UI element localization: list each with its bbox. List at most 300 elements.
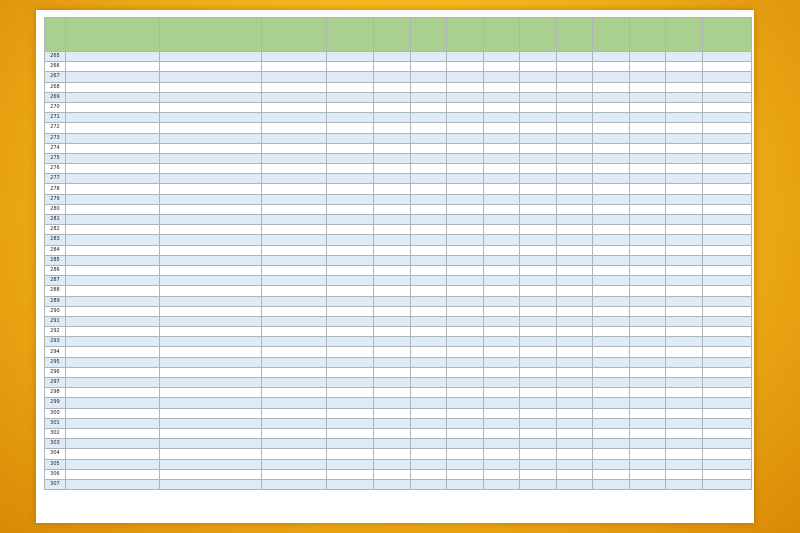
member-name-cell <box>65 439 159 449</box>
quantity-cell <box>629 439 665 449</box>
department-cell <box>159 439 261 449</box>
quantity-cell <box>556 378 592 388</box>
quantity-cell <box>556 235 592 245</box>
graduation-year-cell <box>261 72 326 82</box>
quantity-cell <box>520 388 556 398</box>
department-cell <box>159 235 261 245</box>
quantity-cell <box>374 479 410 489</box>
graduation-year-cell <box>261 52 326 62</box>
quantity-cell <box>410 235 446 245</box>
quantity-cell <box>593 276 629 286</box>
quantity-cell <box>556 398 592 408</box>
quantity-cell <box>556 123 592 133</box>
membership-type-cell <box>326 327 374 337</box>
table-row <box>45 398 752 408</box>
quantity-cell <box>410 388 446 398</box>
quantity-cell <box>483 153 519 163</box>
table-row <box>45 276 752 286</box>
quantity-cell <box>483 408 519 418</box>
quantity-cell <box>374 72 410 82</box>
graduation-year-cell <box>261 388 326 398</box>
row-number-cell: 295 <box>45 357 66 367</box>
column-header <box>261 18 326 52</box>
quantity-cell <box>520 398 556 408</box>
quantity-cell <box>374 276 410 286</box>
quantity-cell <box>447 204 483 214</box>
quantity-cell <box>447 296 483 306</box>
row-number-cell: 279 <box>45 194 66 204</box>
quantity-cell <box>629 153 665 163</box>
quantity-cell <box>520 164 556 174</box>
quantity-cell <box>520 296 556 306</box>
membership-type-cell <box>326 367 374 377</box>
member-name-cell <box>65 327 159 337</box>
row-number-cell: 304 <box>45 449 66 459</box>
quantity-cell <box>374 296 410 306</box>
row-number-cell: 272 <box>45 123 66 133</box>
quantity-cell <box>629 347 665 357</box>
graduation-year-cell <box>261 459 326 469</box>
quantity-cell <box>556 469 592 479</box>
column-header <box>447 18 483 52</box>
quantity-cell <box>483 296 519 306</box>
quantity-cell <box>593 255 629 265</box>
quantity-cell <box>374 123 410 133</box>
quantity-cell <box>410 408 446 418</box>
quantity-cell <box>593 72 629 82</box>
member-name-cell <box>65 388 159 398</box>
quantity-cell <box>593 215 629 225</box>
quantity-cell <box>374 418 410 428</box>
quantity-cell <box>556 174 592 184</box>
quantity-cell <box>593 194 629 204</box>
department-cell <box>159 102 261 112</box>
quantity-cell <box>410 337 446 347</box>
quantity-cell <box>374 459 410 469</box>
department-cell <box>159 184 261 194</box>
quantity-cell <box>447 265 483 275</box>
total-price-cell <box>702 225 751 235</box>
quantity-cell <box>593 306 629 316</box>
quantity-cell <box>593 479 629 489</box>
quantity-cell <box>520 102 556 112</box>
row-number-cell: 275 <box>45 153 66 163</box>
graduation-year-cell <box>261 378 326 388</box>
graduation-year-cell <box>261 245 326 255</box>
table-row <box>45 92 752 102</box>
row-number-cell: 307 <box>45 479 66 489</box>
graduation-year-cell <box>261 113 326 123</box>
membership-type-cell <box>326 296 374 306</box>
quantity-cell <box>629 164 665 174</box>
member-name-cell <box>65 194 159 204</box>
quantity-cell <box>593 133 629 143</box>
row-number-cell: 271 <box>45 113 66 123</box>
quantity-cell <box>520 143 556 153</box>
quantity-cell <box>629 225 665 235</box>
quantity-cell <box>520 357 556 367</box>
quantity-cell <box>666 184 702 194</box>
total-price-cell <box>702 194 751 204</box>
quantity-cell <box>666 62 702 72</box>
quantity-cell <box>593 469 629 479</box>
quantity-cell <box>556 215 592 225</box>
member-name-cell <box>65 357 159 367</box>
table-row <box>45 286 752 296</box>
quantity-cell <box>556 306 592 316</box>
member-name-cell <box>65 245 159 255</box>
quantity-cell <box>520 367 556 377</box>
quantity-cell <box>593 143 629 153</box>
quantity-cell <box>374 143 410 153</box>
quantity-cell <box>520 204 556 214</box>
quantity-cell <box>629 337 665 347</box>
quantity-cell <box>410 439 446 449</box>
quantity-cell <box>410 265 446 275</box>
department-cell <box>159 459 261 469</box>
graduation-year-cell <box>261 337 326 347</box>
quantity-cell <box>666 286 702 296</box>
row-number-cell: 300 <box>45 408 66 418</box>
quantity-cell <box>629 245 665 255</box>
quantity-cell <box>483 306 519 316</box>
quantity-cell <box>410 316 446 326</box>
quantity-cell <box>520 265 556 275</box>
quantity-cell <box>410 276 446 286</box>
quantity-cell <box>593 245 629 255</box>
quantity-cell <box>593 296 629 306</box>
quantity-cell <box>374 408 410 418</box>
quantity-cell <box>629 62 665 72</box>
membership-type-cell <box>326 306 374 316</box>
quantity-cell <box>447 62 483 72</box>
quantity-cell <box>447 113 483 123</box>
quantity-cell <box>666 398 702 408</box>
quantity-cell <box>483 398 519 408</box>
quantity-cell <box>447 72 483 82</box>
table-row <box>45 215 752 225</box>
table-row <box>45 459 752 469</box>
quantity-cell <box>629 92 665 102</box>
member-name-cell <box>65 337 159 347</box>
quantity-cell <box>593 174 629 184</box>
membership-type-cell <box>326 449 374 459</box>
row-number-cell: 288 <box>45 286 66 296</box>
quantity-cell <box>374 204 410 214</box>
quantity-cell <box>629 296 665 306</box>
quantity-cell <box>483 235 519 245</box>
total-price-cell <box>702 408 751 418</box>
member-name-cell <box>65 316 159 326</box>
quantity-cell <box>593 327 629 337</box>
row-number-cell: 291 <box>45 316 66 326</box>
quantity-cell <box>556 367 592 377</box>
row-number-cell: 287 <box>45 276 66 286</box>
graduation-year-cell <box>261 174 326 184</box>
membership-type-cell <box>326 225 374 235</box>
total-price-cell <box>702 398 751 408</box>
department-cell <box>159 286 261 296</box>
row-number-cell: 270 <box>45 102 66 112</box>
quantity-cell <box>520 337 556 347</box>
row-number-cell: 303 <box>45 439 66 449</box>
quantity-cell <box>483 316 519 326</box>
quantity-cell <box>374 388 410 398</box>
quantity-cell <box>483 357 519 367</box>
quantity-cell <box>410 469 446 479</box>
quantity-cell <box>593 164 629 174</box>
quantity-cell <box>556 82 592 92</box>
quantity-cell <box>593 347 629 357</box>
quantity-cell <box>410 327 446 337</box>
table-row <box>45 72 752 82</box>
quantity-cell <box>483 367 519 377</box>
department-cell <box>159 72 261 82</box>
quantity-cell <box>593 449 629 459</box>
quantity-cell <box>556 184 592 194</box>
membership-type-cell <box>326 286 374 296</box>
member-name-cell <box>65 102 159 112</box>
member-name-cell <box>65 113 159 123</box>
row-number-cell: 302 <box>45 428 66 438</box>
row-number-cell: 284 <box>45 245 66 255</box>
row-number-cell: 299 <box>45 398 66 408</box>
quantity-cell <box>447 215 483 225</box>
quantity-cell <box>556 276 592 286</box>
quantity-cell <box>447 378 483 388</box>
quantity-cell <box>520 92 556 102</box>
quantity-cell <box>447 164 483 174</box>
membership-type-cell <box>326 265 374 275</box>
total-price-cell <box>702 265 751 275</box>
quantity-cell <box>666 378 702 388</box>
quantity-cell <box>447 276 483 286</box>
membership-type-cell <box>326 388 374 398</box>
quantity-cell <box>410 367 446 377</box>
table-row <box>45 306 752 316</box>
quantity-cell <box>483 72 519 82</box>
graduation-year-cell <box>261 92 326 102</box>
department-cell <box>159 388 261 398</box>
row-number-cell: 296 <box>45 367 66 377</box>
quantity-cell <box>556 92 592 102</box>
graduation-year-cell <box>261 164 326 174</box>
quantity-cell <box>447 286 483 296</box>
quantity-cell <box>520 418 556 428</box>
quantity-cell <box>447 398 483 408</box>
department-cell <box>159 133 261 143</box>
quantity-cell <box>483 439 519 449</box>
graduation-year-cell <box>261 235 326 245</box>
membership-type-cell <box>326 418 374 428</box>
total-price-cell <box>702 347 751 357</box>
quantity-cell <box>410 72 446 82</box>
quantity-cell <box>374 225 410 235</box>
member-name-cell <box>65 296 159 306</box>
department-cell <box>159 347 261 357</box>
quantity-cell <box>556 72 592 82</box>
quantity-cell <box>556 449 592 459</box>
quantity-cell <box>556 337 592 347</box>
graduation-year-cell <box>261 327 326 337</box>
quantity-cell <box>629 367 665 377</box>
quantity-cell <box>629 316 665 326</box>
table-row <box>45 194 752 204</box>
quantity-cell <box>374 164 410 174</box>
quantity-cell <box>666 82 702 92</box>
member-name-cell <box>65 184 159 194</box>
quantity-cell <box>593 378 629 388</box>
quantity-cell <box>483 428 519 438</box>
quantity-cell <box>410 123 446 133</box>
membership-type-cell <box>326 479 374 489</box>
quantity-cell <box>374 439 410 449</box>
department-cell <box>159 316 261 326</box>
total-price-cell <box>702 174 751 184</box>
table-row <box>45 357 752 367</box>
quantity-cell <box>410 479 446 489</box>
table-row <box>45 418 752 428</box>
quantity-cell <box>556 296 592 306</box>
quantity-cell <box>520 306 556 316</box>
quantity-cell <box>447 337 483 347</box>
quantity-cell <box>410 194 446 204</box>
total-price-cell <box>702 316 751 326</box>
row-number-cell: 268 <box>45 82 66 92</box>
member-name-cell <box>65 306 159 316</box>
quantity-cell <box>556 255 592 265</box>
membership-type-cell <box>326 215 374 225</box>
graduation-year-cell <box>261 367 326 377</box>
quantity-cell <box>666 174 702 184</box>
membership-type-cell <box>326 102 374 112</box>
quantity-cell <box>629 194 665 204</box>
member-name-cell <box>65 428 159 438</box>
graduation-year-cell <box>261 357 326 367</box>
quantity-cell <box>666 52 702 62</box>
row-number-cell: 277 <box>45 174 66 184</box>
quantity-cell <box>629 306 665 316</box>
quantity-cell <box>374 286 410 296</box>
quantity-cell <box>666 204 702 214</box>
graduation-year-cell <box>261 143 326 153</box>
total-price-cell <box>702 113 751 123</box>
department-cell <box>159 245 261 255</box>
quantity-cell <box>593 82 629 92</box>
graduation-year-cell <box>261 316 326 326</box>
quantity-cell <box>483 418 519 428</box>
quantity-cell <box>374 398 410 408</box>
membership-type-cell <box>326 245 374 255</box>
membership-type-cell <box>326 164 374 174</box>
row-number-cell: 282 <box>45 225 66 235</box>
member-name-cell <box>65 133 159 143</box>
column-header <box>593 18 629 52</box>
quantity-cell <box>520 113 556 123</box>
quantity-cell <box>374 337 410 347</box>
membership-type-cell <box>326 194 374 204</box>
quantity-cell <box>666 469 702 479</box>
quantity-cell <box>666 194 702 204</box>
quantity-cell <box>629 449 665 459</box>
quantity-cell <box>374 428 410 438</box>
table-row <box>45 449 752 459</box>
graduation-year-cell <box>261 449 326 459</box>
quantity-cell <box>556 113 592 123</box>
quantity-cell <box>410 62 446 72</box>
graduation-year-cell <box>261 194 326 204</box>
quantity-cell <box>483 378 519 388</box>
quantity-cell <box>666 164 702 174</box>
row-number-cell: 297 <box>45 378 66 388</box>
quantity-cell <box>410 347 446 357</box>
quantity-cell <box>520 72 556 82</box>
total-price-cell <box>702 439 751 449</box>
quantity-cell <box>666 235 702 245</box>
member-name-cell <box>65 235 159 245</box>
row-number-cell: 294 <box>45 347 66 357</box>
quantity-cell <box>447 347 483 357</box>
department-cell <box>159 408 261 418</box>
quantity-cell <box>666 439 702 449</box>
quantity-cell <box>410 286 446 296</box>
quantity-cell <box>483 286 519 296</box>
quantity-cell <box>666 255 702 265</box>
quantity-cell <box>556 428 592 438</box>
quantity-cell <box>629 235 665 245</box>
table-row <box>45 184 752 194</box>
quantity-cell <box>520 276 556 286</box>
quantity-cell <box>520 215 556 225</box>
quantity-cell <box>520 123 556 133</box>
graduation-year-cell <box>261 133 326 143</box>
quantity-cell <box>447 92 483 102</box>
department-cell <box>159 194 261 204</box>
department-cell <box>159 204 261 214</box>
graduation-year-cell <box>261 102 326 112</box>
quantity-cell <box>593 184 629 194</box>
quantity-cell <box>629 143 665 153</box>
quantity-cell <box>447 174 483 184</box>
quantity-cell <box>593 459 629 469</box>
quantity-cell <box>629 215 665 225</box>
member-name-cell <box>65 143 159 153</box>
quantity-cell <box>666 153 702 163</box>
quantity-cell <box>447 367 483 377</box>
quantity-cell <box>520 449 556 459</box>
table-row <box>45 347 752 357</box>
quantity-cell <box>483 174 519 184</box>
membership-type-cell <box>326 143 374 153</box>
graduation-year-cell <box>261 398 326 408</box>
quantity-cell <box>629 265 665 275</box>
table-row <box>45 204 752 214</box>
member-name-cell <box>65 286 159 296</box>
data-table <box>44 17 752 490</box>
membership-type-cell <box>326 357 374 367</box>
table-row <box>45 133 752 143</box>
graduation-year-cell <box>261 82 326 92</box>
quantity-cell <box>410 418 446 428</box>
quantity-cell <box>447 255 483 265</box>
table-row <box>45 469 752 479</box>
quantity-cell <box>410 52 446 62</box>
quantity-cell <box>629 123 665 133</box>
row-number-cell: 305 <box>45 459 66 469</box>
quantity-cell <box>556 286 592 296</box>
quantity-cell <box>410 459 446 469</box>
quantity-cell <box>593 357 629 367</box>
